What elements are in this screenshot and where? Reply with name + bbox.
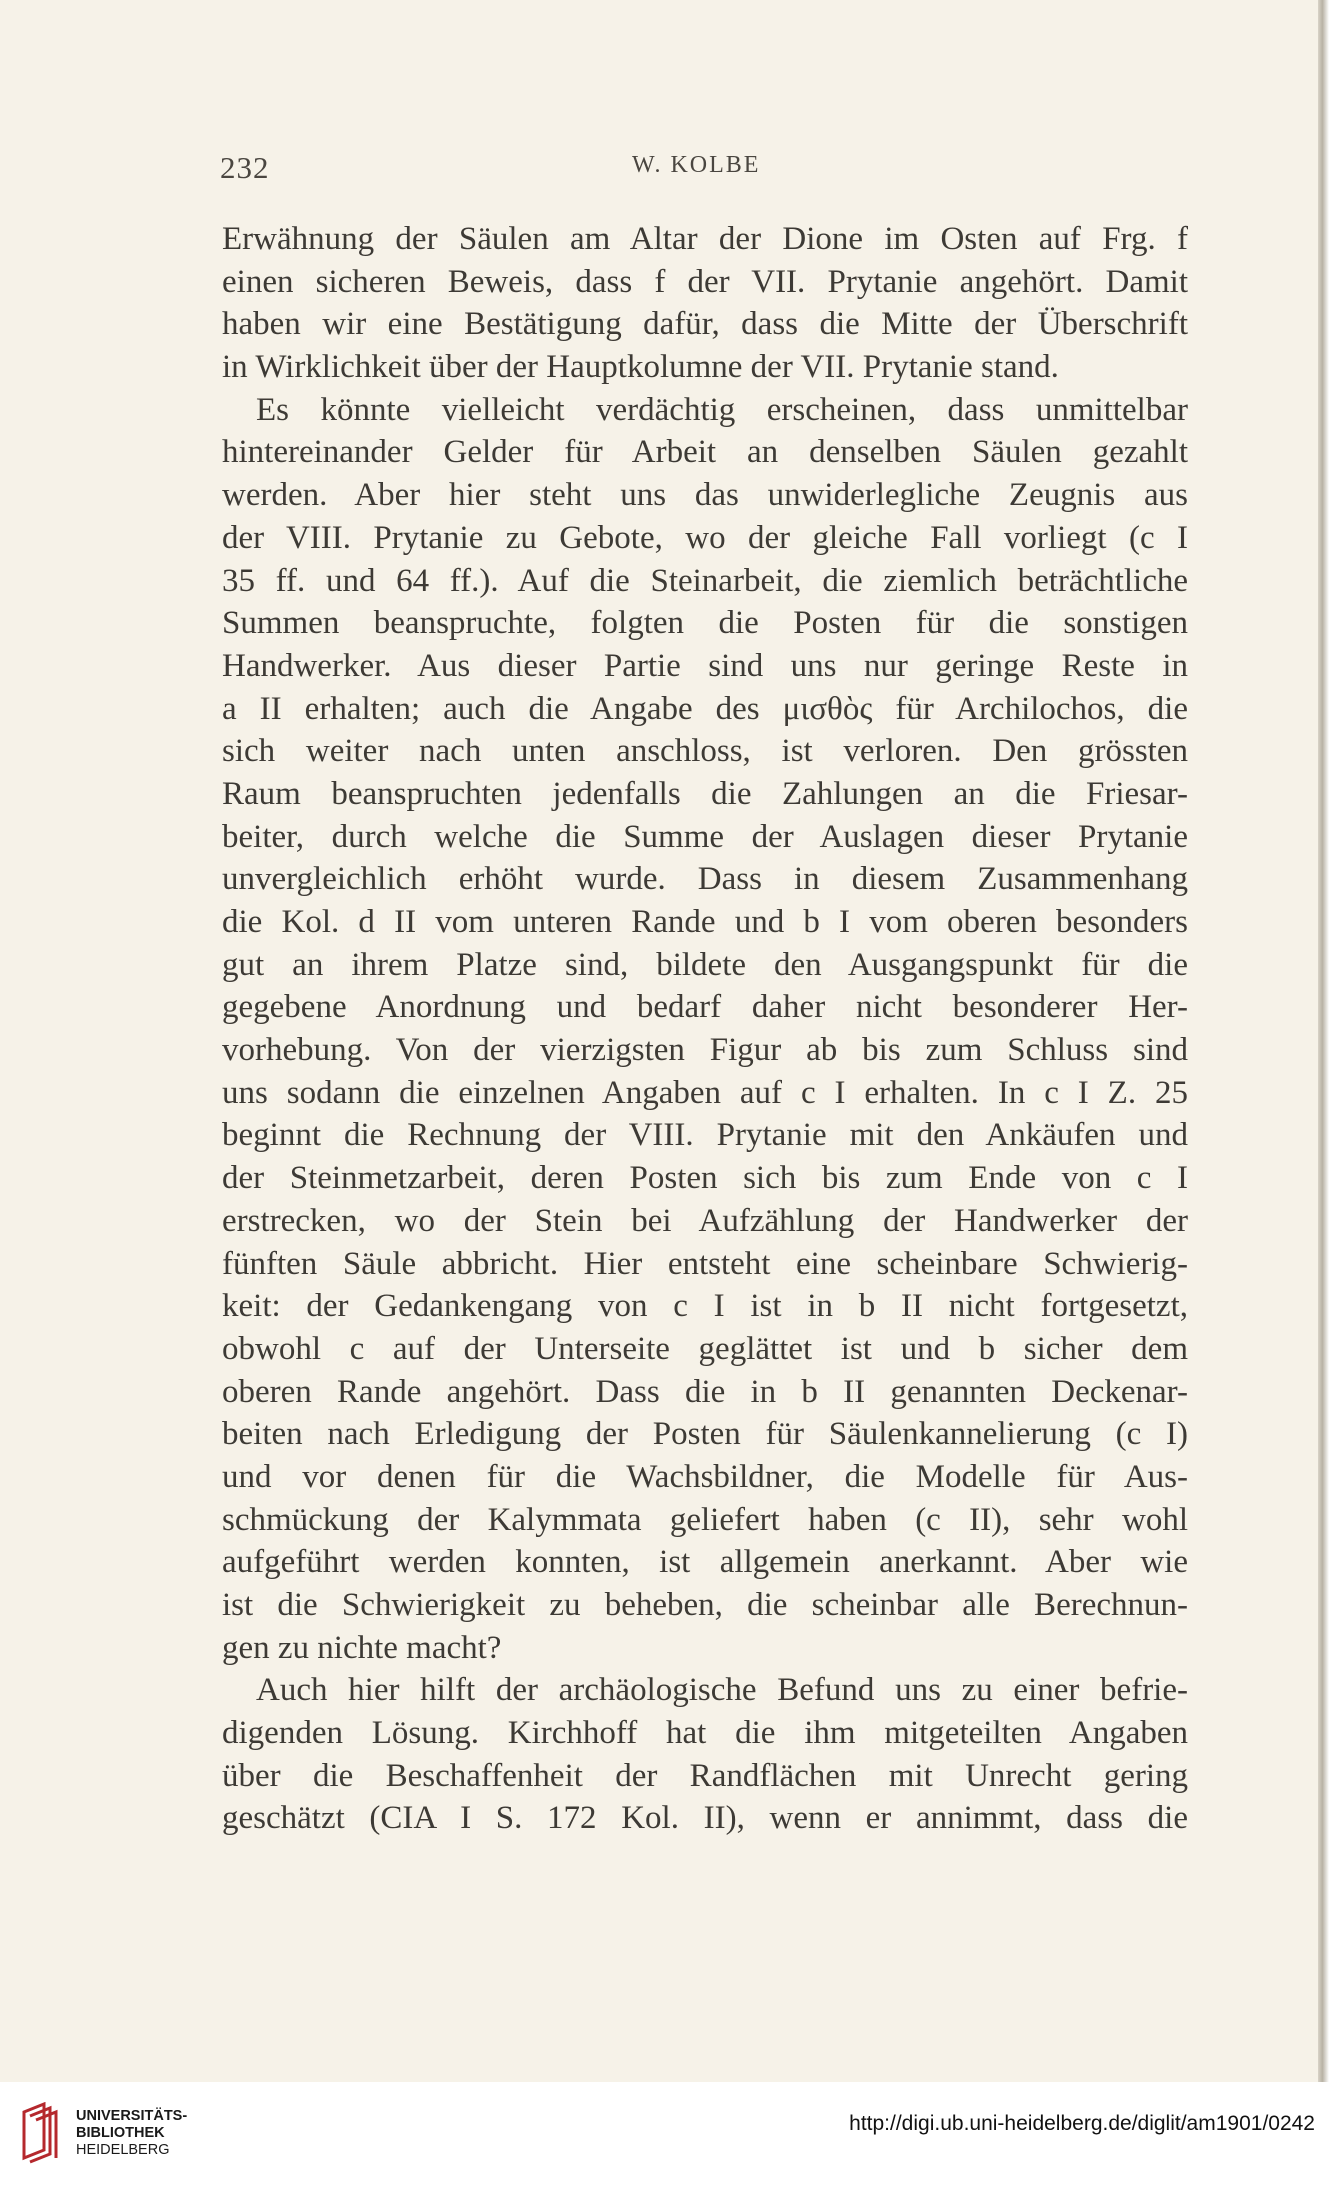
text-line: hintereinander Gelder für Arbeit an denselben Säulen gezahlt xyxy=(222,434,1188,471)
text-line: beiten nach Erledigung der Posten für Säulenkannelierung (c I) xyxy=(222,1416,1188,1453)
text-line: ist die Schwierigkeit zu beheben, die scheinbar alle Berechnun- xyxy=(222,1587,1188,1623)
text-line: schmückung der Kalymmata geliefert haben (c II), sehr wohl xyxy=(222,1501,1188,1538)
text-line: in Wirklichkeit über der Hauptkolumne der VII. Prytanie stand. xyxy=(222,349,1059,386)
text-line: über die Beschaffenheit der Randflächen mit Unrecht gering xyxy=(222,1757,1188,1794)
text-line: Erwähnung der Säulen am Altar der Dione im Osten auf Frg. f xyxy=(222,221,1188,257)
text-line: keit: der Gedankengang von c I ist in b II nicht fortgesetzt, xyxy=(222,1288,1188,1325)
text-line: vorhebung. Von der vierzigsten Figur ab bis zum Schluss sind xyxy=(222,1032,1188,1069)
text-line: Auch hier hilft der archäologische Befund uns zu einer befrie- xyxy=(256,1672,1188,1709)
text-line: uns sodann die einzelnen Angaben auf c I erhalten. In c I Z. 25 xyxy=(222,1074,1188,1111)
text-line: Handwerker. Aus dieser Partie sind uns nur geringe Reste in xyxy=(222,647,1188,684)
text-line: beiter, durch welche die Summe der Auslagen dieser Prytanie xyxy=(222,818,1188,855)
body-text xyxy=(222,218,1188,1840)
text-line: obwohl c auf der Unterseite geglättet ist und b sicher dem xyxy=(222,1330,1188,1367)
text-line: werden. Aber hier steht uns das unwiderlegliche Zeugnis aus xyxy=(222,477,1188,514)
source-url-link[interactable]: http://digi.ub.uni-heidelberg.de/diglit/am1901/0242 xyxy=(849,2112,1315,2135)
text-line: Es könnte vielleicht verdächtig erscheinen, dass unmittelbar xyxy=(256,391,1188,428)
text-line: einen sicheren Beweis, dass f der VII. Prytanie angehört. Damit xyxy=(222,263,1188,300)
text-line: erstrecken, wo der Stein bei Aufzählung der Handwerker der xyxy=(222,1202,1188,1239)
library-name-line: BIBLIOTHEK xyxy=(76,2125,165,2141)
text-line: gegebene Anordnung und bedarf daher nicht besonderer Her- xyxy=(222,989,1188,1026)
text-line: haben wir eine Bestätigung dafür, dass die Mitte der Überschrift xyxy=(222,306,1188,343)
text-line: fünften Säule abbricht. Hier entsteht eine scheinbare Schwierig- xyxy=(222,1245,1188,1282)
running-head-author: W. KOLBE xyxy=(632,152,761,178)
library-name-line: HEIDELBERG xyxy=(76,2142,170,2158)
digitization-footer xyxy=(0,2082,1329,2186)
text-line: a II erhalten; auch die Angabe des μισθὸς für Archilochos, die xyxy=(222,690,1188,727)
text-line: Summen beanspruchte, folgten die Posten für die sonstigen xyxy=(222,605,1188,642)
text-line: oberen Rande angehört. Dass die in b II genannten Deckenar- xyxy=(222,1373,1188,1410)
text-line: 35 ff. und 64 ff.). Auf die Steinarbeit, die ziemlich beträchtliche xyxy=(222,562,1188,599)
text-line: beginnt die Rechnung der VIII. Prytanie mit den Ankäufen und xyxy=(222,1117,1188,1154)
text-line: der VIII. Prytanie zu Gebote, wo der gleiche Fall vorliegt (c I xyxy=(222,519,1188,556)
text-line: geschätzt (CIA I S. 172 Kol. II), wenn er annimmt, dass die xyxy=(222,1800,1188,1837)
text-line: digenden Lösung. Kirchhoff hat die ihm mitgeteilten Angaben xyxy=(222,1715,1188,1752)
text-line: unvergleichlich erhöht wurde. Dass in diesem Zusammenhang xyxy=(222,861,1188,898)
text-line: gen zu nichte macht? xyxy=(222,1629,502,1666)
text-line: aufgeführt werden konnten, ist allgemein anerkannt. Aber wie xyxy=(222,1544,1188,1581)
text-line: sich weiter nach unten anschloss, ist verloren. Den grössten xyxy=(222,733,1188,770)
text-line: gut an ihrem Platze sind, bildete den Ausgangspunkt für die xyxy=(222,946,1188,983)
text-line: der Steinmetzarbeit, deren Posten sich bis zum Ende von c I xyxy=(222,1160,1188,1197)
library-name-line: UNIVERSITÄTS- xyxy=(76,2108,188,2124)
page-edge-shadow xyxy=(1318,0,1329,2082)
text-line: Raum beanspruchten jedenfalls die Zahlungen an die Friesar- xyxy=(222,775,1188,812)
running-head xyxy=(220,150,1200,190)
page-number: 232 xyxy=(220,150,270,185)
text-line: die Kol. d II vom unteren Rande und b I vom oberen besonders xyxy=(222,904,1188,940)
library-name xyxy=(76,2108,187,2159)
library-logo-icon xyxy=(18,2102,62,2164)
text-line: und vor denen für die Wachsbildner, die Modelle für Aus- xyxy=(222,1458,1188,1495)
